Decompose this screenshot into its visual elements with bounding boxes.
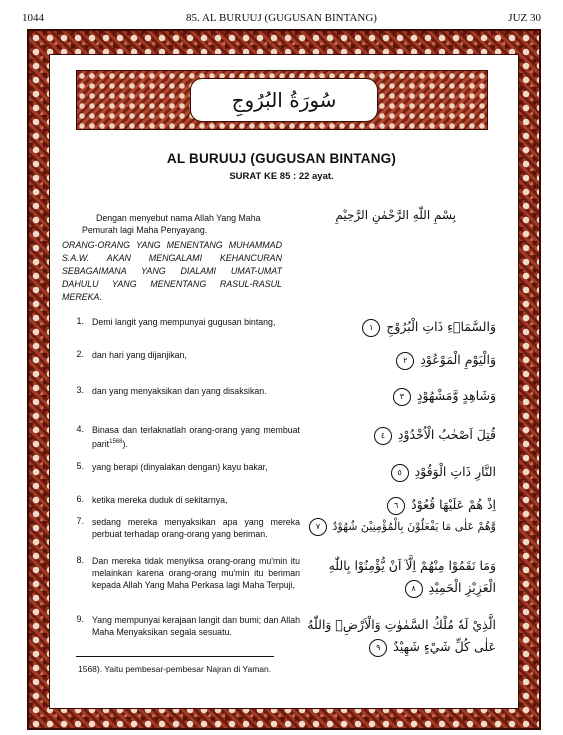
verse-end-mark: ٣ [393, 388, 411, 406]
verse-arabic [296, 555, 496, 599]
verse-translation: Dan mereka tidak menyiksa orang-orang mu'min itu melainkan karena orang-orang mu'min itu beriman kepada Allah Yang Maha Perkasa lagi Maha Terpuji, [92, 556, 300, 590]
verse-9 [56, 614, 496, 654]
verse-translation: Demi langit yang mempunyai gugusan bintang, [92, 317, 276, 327]
verse-arabic [296, 614, 496, 658]
verse-arabic [306, 461, 496, 483]
verse-number: 3. [76, 385, 84, 395]
verse-arabic [306, 385, 496, 407]
verse-number: 4. [76, 424, 84, 434]
verse-arabic [306, 349, 496, 371]
verse-end-mark: ٢ [396, 352, 414, 370]
basmala-line-2: Pemurah lagi Maha Penyayang. [82, 225, 208, 235]
verse-text: Binasa dan terlaknatlah orang-orang yang membuat parit [92, 425, 300, 449]
verse-4 [56, 424, 496, 464]
verse-arabic [236, 516, 496, 538]
verse-7 [56, 516, 496, 556]
verse-translation: dan yang menyaksikan dan yang disaksikan. [92, 386, 267, 396]
verse-arabic [306, 424, 496, 446]
basmala-arabic: بِسْمِ اللّٰهِ الرَّحْمٰنِ الرَّحِيْمِ [335, 208, 456, 222]
verse-arabic-text: الَّذِيْ لَهٗ مُلْكُ السَّمٰوٰتِ وَالْاَرْضِۗ وَاللّٰهُ عَلٰى كُلِّ شَيْءٍ شَهِيْدٌ [307, 617, 496, 654]
surah-title: AL BURUUJ (GUGUSAN BINTANG) [166, 151, 397, 166]
verse-arabic-text: النَّارِ ذَاتِ الْوَقُوْدِ [414, 464, 496, 479]
surah-arabic-title: سُورَةُ البُرُوجِ [190, 78, 378, 122]
verse-number: 2. [76, 349, 84, 359]
intro-summary: ORANG-ORANG YANG MENENTANG MUHAMMAD S.A.W. AKAN MENGALAMI KEHANCURAN SEBAGAIMANA YANG DIALAMI UMAT-UMAT DAHULU YANG MENENTANG RASUL-RASUL MEREKA. [62, 240, 282, 302]
verse-end-mark: ٩ [369, 639, 387, 657]
verse-arabic [306, 494, 496, 516]
verse-text-end: ). [122, 438, 128, 449]
verse-number: 7. [76, 516, 84, 526]
verse-arabic-text: قُتِلَ اَصْحٰبُ الْاُخْدُوْدِ [397, 427, 496, 442]
footnote-ref: 1568 [109, 439, 123, 445]
verse-translation: ketika mereka duduk di sekitarnya, [92, 495, 228, 505]
verse-number: 1. [76, 316, 84, 326]
verse-end-mark: ٧ [309, 518, 327, 536]
verse-arabic [306, 316, 496, 338]
verse-number: 6. [76, 494, 84, 504]
surah-subtitle: SURAT KE 85 : 22 ayat. [229, 171, 334, 182]
verse-2 [56, 349, 496, 389]
verse-end-mark: ٦ [387, 497, 405, 515]
verse-end-mark: ١ [362, 319, 380, 337]
basmala-line-1: Dengan menyebut nama Allah Yang Maha [96, 213, 261, 223]
verse-end-mark: ٨ [405, 580, 423, 598]
verse-translation [92, 424, 300, 450]
verse-end-mark: ٥ [391, 464, 409, 482]
basmala-translation [82, 212, 292, 236]
verse-3 [56, 385, 496, 425]
verse-translation: yang berapi (dinyalakan dengan) kayu bakar, [92, 462, 268, 472]
footnote: 1568). Yaitu pembesar-pembesar Najran di Yaman. [78, 664, 272, 674]
verse-arabic-text: وَالسَّمَاۤءِ ذَاتِ الْبُرُوْجِ [386, 319, 496, 334]
juz-label: JUZ 30 [508, 12, 541, 24]
verse-translation: dan hari yang dijanjikan, [92, 350, 187, 360]
verse-arabic-text: وَشَاهِدٍ وَّمَشْهُوْدٍ [416, 388, 496, 403]
verse-translation: Yang mempunyai kerajaan langit dan bumi; dan Allah Maha Menyaksikan segala sesuatu. [92, 615, 300, 637]
verse-number: 8. [76, 555, 84, 565]
verse-arabic-text: اِذْ هُمْ عَلَيْهَا قُعُوْدٌ [411, 497, 496, 512]
verse-arabic-text: وَالْيَوْمِ الْمَوْعُوْدِ [420, 352, 496, 367]
verse-arabic-text: وَمَا نَقَمُوْا مِنْهُمْ اِلَّآ اَنْ يُّؤْمِنُوْا بِاللّٰهِ الْعَزِيْزِ الْحَمِيْدِ [328, 558, 496, 595]
verse-translation: sedang mereka menyaksikan apa yang mereka perbuat terhadap orang-orang yang beriman. [92, 517, 300, 539]
verse-end-mark: ٤ [374, 427, 392, 445]
running-title: 85. AL BURUUJ (GUGUSAN BINTANG) [186, 12, 377, 24]
footnote-divider [76, 656, 274, 657]
verse-8 [56, 555, 496, 595]
page-header [22, 12, 541, 26]
page-number: 1044 [22, 12, 44, 24]
verse-number: 9. [76, 614, 84, 624]
verse-number: 5. [76, 461, 84, 471]
verse-arabic-text: وَّهُمْ عَلٰى مَا يَفْعَلُوْنَ بِالْمُؤْمِنِيْنَ شُهُوْدٌ [332, 520, 496, 533]
